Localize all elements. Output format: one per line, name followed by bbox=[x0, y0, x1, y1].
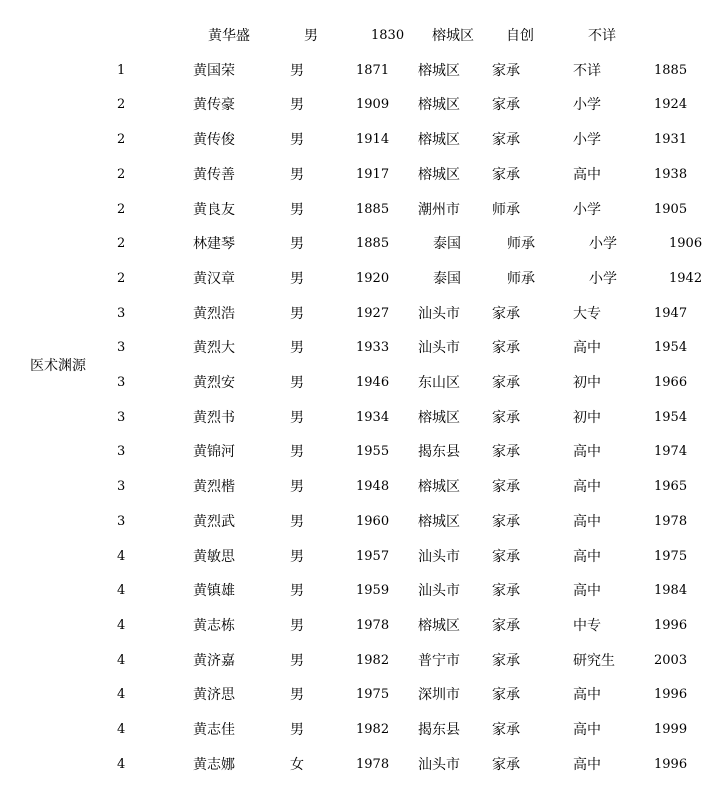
name-cell: 黄烈书 bbox=[193, 410, 235, 426]
location-cell: 东山区 bbox=[418, 375, 460, 391]
location-cell: 汕头市 bbox=[418, 340, 460, 356]
name-cell: 林建琴 bbox=[193, 236, 235, 252]
practice-year-cell: 1938 bbox=[654, 167, 688, 182]
origin-cell: 师承 bbox=[492, 202, 520, 218]
origin-cell: 家承 bbox=[492, 306, 520, 322]
practice-year-cell: 1996 bbox=[654, 618, 688, 633]
gender-cell: 男 bbox=[290, 236, 304, 252]
origin-cell: 自创 bbox=[506, 28, 534, 44]
generation-cell: 4 bbox=[117, 583, 126, 598]
location-cell: 泰国 bbox=[433, 271, 461, 287]
name-cell: 黄传豪 bbox=[193, 97, 235, 113]
education-cell: 不详 bbox=[573, 63, 601, 79]
gender-cell: 男 bbox=[290, 167, 304, 183]
gender-cell: 男 bbox=[290, 132, 304, 148]
generation-cell: 4 bbox=[117, 653, 126, 668]
generation-cell: 3 bbox=[117, 306, 126, 321]
location-cell: 揭东县 bbox=[418, 722, 460, 738]
generation-cell: 2 bbox=[117, 167, 126, 182]
table-row bbox=[0, 477, 720, 497]
practice-year-cell: 1974 bbox=[654, 444, 688, 459]
table-row bbox=[0, 269, 720, 289]
name-cell: 黄汉章 bbox=[193, 271, 235, 287]
table-row bbox=[0, 685, 720, 705]
birth-year-cell: 1933 bbox=[356, 340, 390, 355]
name-cell: 黄传俊 bbox=[193, 132, 235, 148]
location-cell: 榕城区 bbox=[418, 167, 460, 183]
gender-cell: 男 bbox=[290, 618, 304, 634]
birth-year-cell: 1885 bbox=[356, 236, 390, 251]
location-cell: 榕城区 bbox=[418, 618, 460, 634]
table-row bbox=[0, 512, 720, 532]
origin-cell: 家承 bbox=[492, 340, 520, 356]
birth-year-cell: 1927 bbox=[356, 306, 390, 321]
origin-cell: 家承 bbox=[492, 63, 520, 79]
practice-year-cell: 1905 bbox=[654, 202, 688, 217]
education-cell: 小学 bbox=[573, 202, 601, 218]
origin-cell: 家承 bbox=[492, 549, 520, 565]
birth-year-cell: 1959 bbox=[356, 583, 390, 598]
generation-cell: 4 bbox=[117, 618, 126, 633]
origin-cell: 师承 bbox=[507, 271, 535, 287]
generation-cell: 4 bbox=[117, 722, 126, 737]
table-row bbox=[0, 338, 720, 358]
origin-cell: 家承 bbox=[492, 687, 520, 703]
table-row bbox=[0, 61, 720, 81]
name-cell: 黄国荣 bbox=[193, 63, 235, 79]
name-cell: 黄镇雄 bbox=[193, 583, 235, 599]
generation-cell: 3 bbox=[117, 375, 126, 390]
origin-cell: 家承 bbox=[492, 375, 520, 391]
generation-cell: 4 bbox=[117, 549, 126, 564]
practice-year-cell: 1947 bbox=[654, 306, 688, 321]
education-cell: 高中 bbox=[573, 757, 601, 773]
education-cell: 小学 bbox=[589, 236, 617, 252]
practice-year-cell: 1984 bbox=[654, 583, 688, 598]
table-row bbox=[0, 373, 720, 393]
gender-cell: 男 bbox=[290, 271, 304, 287]
education-cell: 不详 bbox=[588, 28, 616, 44]
location-cell: 普宁市 bbox=[418, 653, 460, 669]
table-row bbox=[0, 95, 720, 115]
education-cell: 高中 bbox=[573, 340, 601, 356]
birth-year-cell: 1871 bbox=[356, 63, 390, 78]
table-row bbox=[0, 234, 720, 254]
name-cell: 黄烈武 bbox=[193, 514, 235, 530]
birth-year-cell: 1920 bbox=[356, 271, 390, 286]
table-row bbox=[0, 547, 720, 567]
name-cell: 黄华盛 bbox=[208, 28, 250, 44]
birth-year-cell: 1975 bbox=[356, 687, 390, 702]
table-row bbox=[0, 130, 720, 150]
location-cell: 泰国 bbox=[433, 236, 461, 252]
generation-cell: 3 bbox=[117, 410, 126, 425]
location-cell: 榕城区 bbox=[432, 28, 474, 44]
gender-cell: 男 bbox=[290, 722, 304, 738]
gender-cell: 男 bbox=[290, 687, 304, 703]
location-cell: 汕头市 bbox=[418, 757, 460, 773]
gender-cell: 男 bbox=[290, 549, 304, 565]
birth-year-cell: 1830 bbox=[371, 28, 405, 43]
education-cell: 中专 bbox=[573, 618, 601, 634]
education-cell: 高中 bbox=[573, 583, 601, 599]
gender-cell: 男 bbox=[290, 410, 304, 426]
education-cell: 初中 bbox=[573, 410, 601, 426]
generation-cell: 2 bbox=[117, 132, 126, 147]
table-row bbox=[0, 442, 720, 462]
birth-year-cell: 1948 bbox=[356, 479, 390, 494]
table-row bbox=[0, 755, 720, 775]
generation-cell: 4 bbox=[117, 757, 126, 772]
location-cell: 榕城区 bbox=[418, 479, 460, 495]
birth-year-cell: 1957 bbox=[356, 549, 390, 564]
practice-year-cell: 1942 bbox=[669, 271, 703, 286]
birth-year-cell: 1934 bbox=[356, 410, 390, 425]
practice-year-cell: 1999 bbox=[654, 722, 688, 737]
birth-year-cell: 1982 bbox=[356, 653, 390, 668]
gender-cell: 男 bbox=[290, 444, 304, 460]
name-cell: 黄志佳 bbox=[193, 722, 235, 738]
location-cell: 汕头市 bbox=[418, 549, 460, 565]
generation-cell: 3 bbox=[117, 340, 126, 355]
table-row bbox=[0, 165, 720, 185]
birth-year-cell: 1978 bbox=[356, 618, 390, 633]
origin-cell: 家承 bbox=[492, 410, 520, 426]
generation-cell: 2 bbox=[117, 236, 126, 251]
education-cell: 高中 bbox=[573, 167, 601, 183]
name-cell: 黄良友 bbox=[193, 202, 235, 218]
practice-year-cell: 1885 bbox=[654, 63, 688, 78]
education-cell: 高中 bbox=[573, 549, 601, 565]
gender-cell: 男 bbox=[290, 514, 304, 530]
name-cell: 黄烈楷 bbox=[193, 479, 235, 495]
location-cell: 汕头市 bbox=[418, 583, 460, 599]
origin-cell: 家承 bbox=[492, 132, 520, 148]
table-row bbox=[0, 408, 720, 428]
gender-cell: 男 bbox=[304, 28, 318, 44]
practice-year-cell: 1954 bbox=[654, 340, 688, 355]
education-cell: 研究生 bbox=[573, 653, 615, 669]
education-cell: 初中 bbox=[573, 375, 601, 391]
origin-cell: 家承 bbox=[492, 583, 520, 599]
education-cell: 小学 bbox=[573, 97, 601, 113]
name-cell: 黄烈大 bbox=[193, 340, 235, 356]
name-cell: 黄敏思 bbox=[193, 549, 235, 565]
origin-cell: 家承 bbox=[492, 618, 520, 634]
practice-year-cell: 1966 bbox=[654, 375, 688, 390]
birth-year-cell: 1982 bbox=[356, 722, 390, 737]
table-row bbox=[0, 304, 720, 324]
generation-cell: 1 bbox=[117, 63, 126, 78]
generation-cell: 3 bbox=[117, 444, 126, 459]
practice-year-cell: 1965 bbox=[654, 479, 688, 494]
location-cell: 汕头市 bbox=[418, 306, 460, 322]
birth-year-cell: 1978 bbox=[356, 757, 390, 772]
origin-cell: 家承 bbox=[492, 167, 520, 183]
education-cell: 高中 bbox=[573, 687, 601, 703]
education-cell: 高中 bbox=[573, 514, 601, 530]
gender-cell: 男 bbox=[290, 583, 304, 599]
table-row bbox=[0, 581, 720, 601]
origin-cell: 家承 bbox=[492, 722, 520, 738]
name-cell: 黄志栋 bbox=[193, 618, 235, 634]
gender-cell: 男 bbox=[290, 653, 304, 669]
name-cell: 黄锦河 bbox=[193, 444, 235, 460]
birth-year-cell: 1885 bbox=[356, 202, 390, 217]
practice-year-cell: 2003 bbox=[654, 653, 688, 668]
location-cell: 榕城区 bbox=[418, 97, 460, 113]
location-cell: 潮州市 bbox=[418, 202, 460, 218]
education-cell: 高中 bbox=[573, 722, 601, 738]
practice-year-cell: 1954 bbox=[654, 410, 688, 425]
practice-year-cell: 1906 bbox=[669, 236, 703, 251]
generation-cell: 2 bbox=[117, 202, 126, 217]
education-cell: 高中 bbox=[573, 479, 601, 495]
generation-cell: 2 bbox=[117, 97, 126, 112]
generation-cell: 3 bbox=[117, 479, 126, 494]
origin-cell: 家承 bbox=[492, 653, 520, 669]
location-cell: 揭东县 bbox=[418, 444, 460, 460]
education-cell: 高中 bbox=[573, 444, 601, 460]
gender-cell: 男 bbox=[290, 479, 304, 495]
birth-year-cell: 1909 bbox=[356, 97, 390, 112]
origin-cell: 家承 bbox=[492, 514, 520, 530]
gender-cell: 男 bbox=[290, 202, 304, 218]
practice-year-cell: 1978 bbox=[654, 514, 688, 529]
practice-year-cell: 1924 bbox=[654, 97, 688, 112]
birth-year-cell: 1960 bbox=[356, 514, 390, 529]
gender-cell: 女 bbox=[290, 757, 304, 773]
table-row bbox=[0, 26, 720, 46]
location-cell: 榕城区 bbox=[418, 63, 460, 79]
gender-cell: 男 bbox=[290, 97, 304, 113]
generation-cell: 3 bbox=[117, 514, 126, 529]
section-label: 医术渊源 bbox=[30, 358, 86, 374]
name-cell: 黄传善 bbox=[193, 167, 235, 183]
practice-year-cell: 1996 bbox=[654, 687, 688, 702]
education-cell: 大专 bbox=[573, 306, 601, 322]
name-cell: 黄烈安 bbox=[193, 375, 235, 391]
practice-year-cell: 1975 bbox=[654, 549, 688, 564]
name-cell: 黄志娜 bbox=[193, 757, 235, 773]
birth-year-cell: 1946 bbox=[356, 375, 390, 390]
location-cell: 榕城区 bbox=[418, 132, 460, 148]
location-cell: 深圳市 bbox=[418, 687, 460, 703]
birth-year-cell: 1955 bbox=[356, 444, 390, 459]
name-cell: 黄济思 bbox=[193, 687, 235, 703]
table-row bbox=[0, 616, 720, 636]
origin-cell: 师承 bbox=[507, 236, 535, 252]
origin-cell: 家承 bbox=[492, 757, 520, 773]
education-cell: 小学 bbox=[589, 271, 617, 287]
table-row bbox=[0, 651, 720, 671]
origin-cell: 家承 bbox=[492, 444, 520, 460]
education-cell: 小学 bbox=[573, 132, 601, 148]
gender-cell: 男 bbox=[290, 375, 304, 391]
birth-year-cell: 1917 bbox=[356, 167, 390, 182]
gender-cell: 男 bbox=[290, 306, 304, 322]
gender-cell: 男 bbox=[290, 63, 304, 79]
generation-cell: 4 bbox=[117, 687, 126, 702]
practice-year-cell: 1996 bbox=[654, 757, 688, 772]
location-cell: 榕城区 bbox=[418, 410, 460, 426]
origin-cell: 家承 bbox=[492, 97, 520, 113]
origin-cell: 家承 bbox=[492, 479, 520, 495]
table-row bbox=[0, 200, 720, 220]
practice-year-cell: 1931 bbox=[654, 132, 688, 147]
generation-cell: 2 bbox=[117, 271, 126, 286]
gender-cell: 男 bbox=[290, 340, 304, 356]
table-row bbox=[0, 720, 720, 740]
location-cell: 榕城区 bbox=[418, 514, 460, 530]
birth-year-cell: 1914 bbox=[356, 132, 390, 147]
name-cell: 黄烈浩 bbox=[193, 306, 235, 322]
name-cell: 黄济嘉 bbox=[193, 653, 235, 669]
